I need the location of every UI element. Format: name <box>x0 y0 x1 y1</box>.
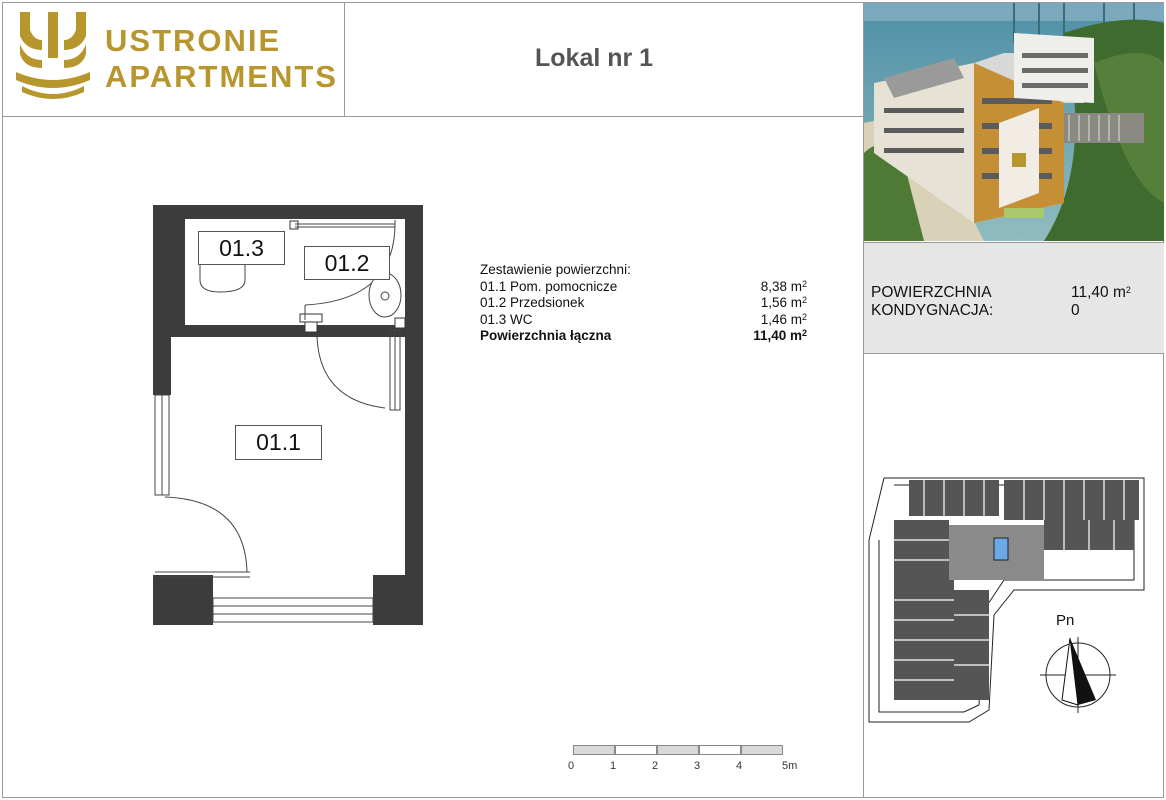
area-total-sup: 2 <box>801 328 807 338</box>
area-row-01-2 <box>480 295 807 312</box>
brand-name-line1: USTRONIE <box>105 23 282 58</box>
floor-plan <box>145 200 435 630</box>
compass-label: Pn <box>1056 612 1075 629</box>
area-total-name: Powierzchnia łączna <box>480 328 612 343</box>
scale-tick-label: 2 <box>652 760 659 772</box>
area-summary-heading: Zestawienie powierzchni: <box>480 262 631 277</box>
room-label-01-1: 01.1 <box>235 425 322 460</box>
brand-name-line2: APARTMENTS <box>105 59 338 94</box>
area-row-value <box>761 295 807 312</box>
building-render-image <box>864 3 1164 241</box>
brand-logo <box>12 10 338 106</box>
area-value-sup: 2 <box>1125 285 1131 295</box>
north-arrow-icon <box>1040 610 1150 720</box>
area-row-sup: 2 <box>801 295 807 305</box>
scale-segment <box>615 745 657 755</box>
compass <box>1040 610 1150 720</box>
area-label: POWIERZCHNIA <box>871 284 992 301</box>
page-title: Lokal nr 1 <box>535 44 654 72</box>
area-row-value-number: 8,38 m <box>760 278 802 294</box>
scale-segment <box>699 745 741 755</box>
area-row-total <box>480 328 807 345</box>
scale-tick-label: 1 <box>610 760 617 772</box>
scale-segment <box>657 745 699 755</box>
area-summary-table <box>480 262 807 345</box>
unit-highlight <box>994 538 1008 560</box>
area-row-value-number: 1,46 m <box>760 311 802 327</box>
area-row-name: 01.1 Pom. pomocnicze <box>480 278 618 294</box>
area-row-name: 01.3 WC <box>480 311 533 327</box>
floor-value: 0 <box>1071 302 1080 319</box>
scale-tick-label: 4 <box>736 760 743 772</box>
room-label-01-2: 01.2 <box>304 246 390 280</box>
area-row-01-3 <box>480 312 807 329</box>
scale-tick-label: 5m <box>782 760 798 772</box>
info-panel <box>864 242 1164 354</box>
area-total-value <box>753 328 807 345</box>
area-value <box>1071 284 1131 302</box>
scale-segment <box>573 745 615 755</box>
area-row-value <box>761 312 807 329</box>
area-total-value-number: 11,40 m <box>753 328 802 343</box>
area-row-01-1 <box>480 279 807 296</box>
room-label-01-3: 01.3 <box>198 231 285 265</box>
area-value-number: 11,40 m <box>1071 284 1126 301</box>
area-row-value-number: 1,56 m <box>760 295 802 310</box>
brand-mark-icon <box>12 10 94 104</box>
area-row-value <box>761 279 807 296</box>
header-divider <box>2 116 863 117</box>
area-row-sup: 2 <box>801 311 807 322</box>
scale-tick-label: 0 <box>568 760 575 772</box>
area-row-name: 01.2 Przedsionek <box>480 295 585 310</box>
area-row-sup: 2 <box>801 278 807 289</box>
scale-segment <box>741 745 783 755</box>
scale-tick-label: 3 <box>694 760 701 772</box>
logo-divider <box>344 2 345 116</box>
floor-label: KONDYGNACJA: <box>871 302 994 319</box>
